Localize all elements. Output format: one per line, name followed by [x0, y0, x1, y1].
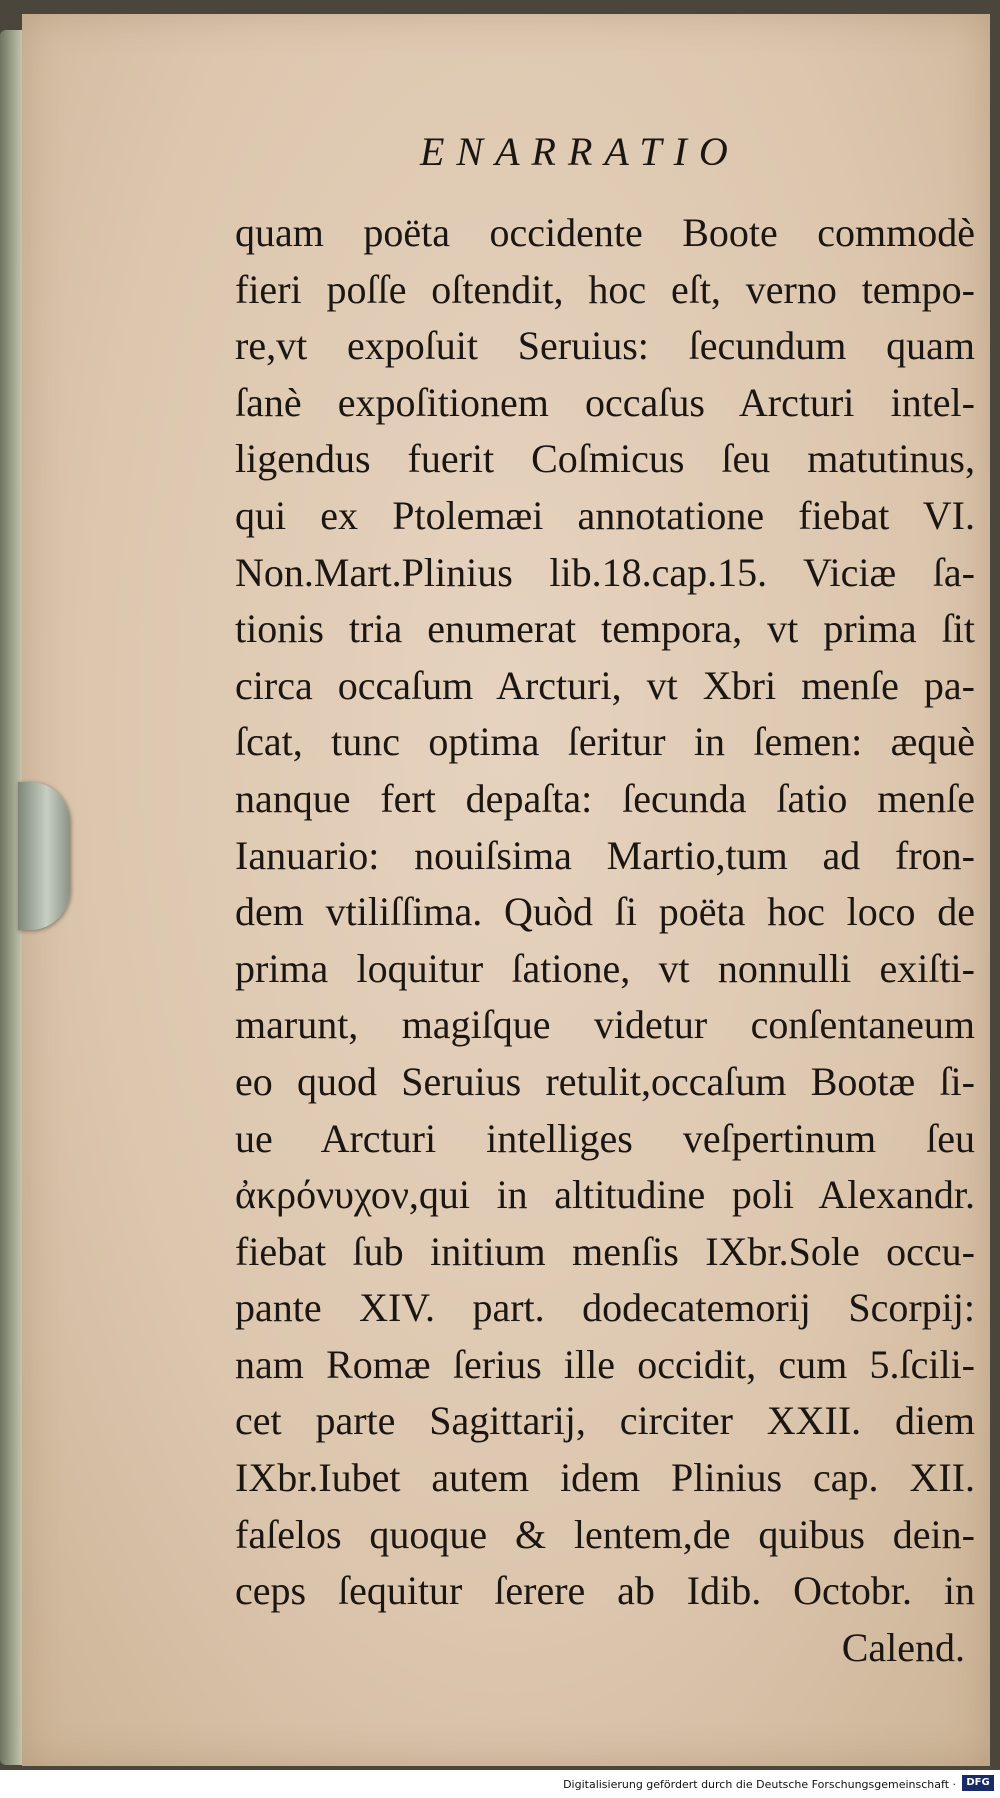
text-line: nanque fert depaſta: ſecunda ſatio menſe	[235, 775, 975, 821]
digitization-credit: Digitalisierung gefördert durch die Deutsche Forschungsgemeinschaft ·	[563, 1778, 956, 1791]
text-line: qui ex Ptolemæi annotatione fiebat VI.	[235, 492, 975, 538]
text-line: ἀκρόνυχον,qui in altitudine poli Alexandr.	[235, 1172, 975, 1218]
text-line: tionis tria enumerat tempora, vt prima ſit	[235, 606, 975, 652]
text-line: fieri poſſe oſtendit, hoc eſt, verno tempo-	[235, 266, 975, 312]
page-header: ENARRATIO	[420, 129, 740, 174]
text-line: re,vt expoſuit Seruius: ſecundum quam	[235, 323, 975, 369]
text-line: eo quod Seruius retulit,occaſum Bootæ ſi-	[235, 1058, 975, 1104]
catchword: Calend.	[841, 1624, 965, 1670]
text-line: ceps ſequitur ſerere ab Idib. Octobr. in	[235, 1568, 975, 1614]
text-line: prima loquitur ſatione, vt nonnulli exiſti-	[235, 945, 975, 991]
text-line: IXbr.Iubet autem idem Plinius cap. XII.	[235, 1455, 975, 1501]
text-line: fiebat ſub initium menſis IXbr.Sole occu-	[235, 1228, 975, 1274]
text-line: ſanè expoſitionem occaſus Arcturi intel-	[235, 379, 975, 425]
text-line: ue Arcturi intelliges veſpertinum ſeu	[235, 1115, 975, 1161]
text-line: cet parte Sagittarij, circiter XXII. diem	[235, 1398, 975, 1444]
text-line: faſelos quoque & lentem,de quibus dein-	[235, 1511, 975, 1557]
text-line: circa occaſum Arcturi, vt Xbri menſe pa-	[235, 662, 975, 708]
dfg-logo: DFG	[962, 1775, 994, 1791]
text-line: ſcat, tunc optima ſeritur in ſemen: æquè	[235, 719, 975, 765]
text-line: nam Romæ ſerius ille occidit, cum 5.ſcili-	[235, 1341, 975, 1387]
text-line: dem vtiliſſima. Quòd ſi poëta hoc loco de	[235, 889, 975, 935]
text-line: Non.Mart.Plinius lib.18.cap.15. Viciæ ſa-	[235, 549, 975, 595]
text-line: marunt, magiſque videtur conſentaneum	[235, 1002, 975, 1048]
text-block	[235, 205, 975, 1676]
text-line: ligendus fuerit Coſmicus ſeu matutinus,	[235, 436, 975, 482]
book-clasp	[18, 782, 70, 930]
text-line: pante XIV. part. dodecatemorij Scorpij:	[235, 1285, 975, 1331]
text-line: quam poëta occidente Boote commodè	[235, 210, 975, 255]
text-line: Ianuario: nouiſsima Martio,tum ad fron-	[235, 832, 975, 878]
